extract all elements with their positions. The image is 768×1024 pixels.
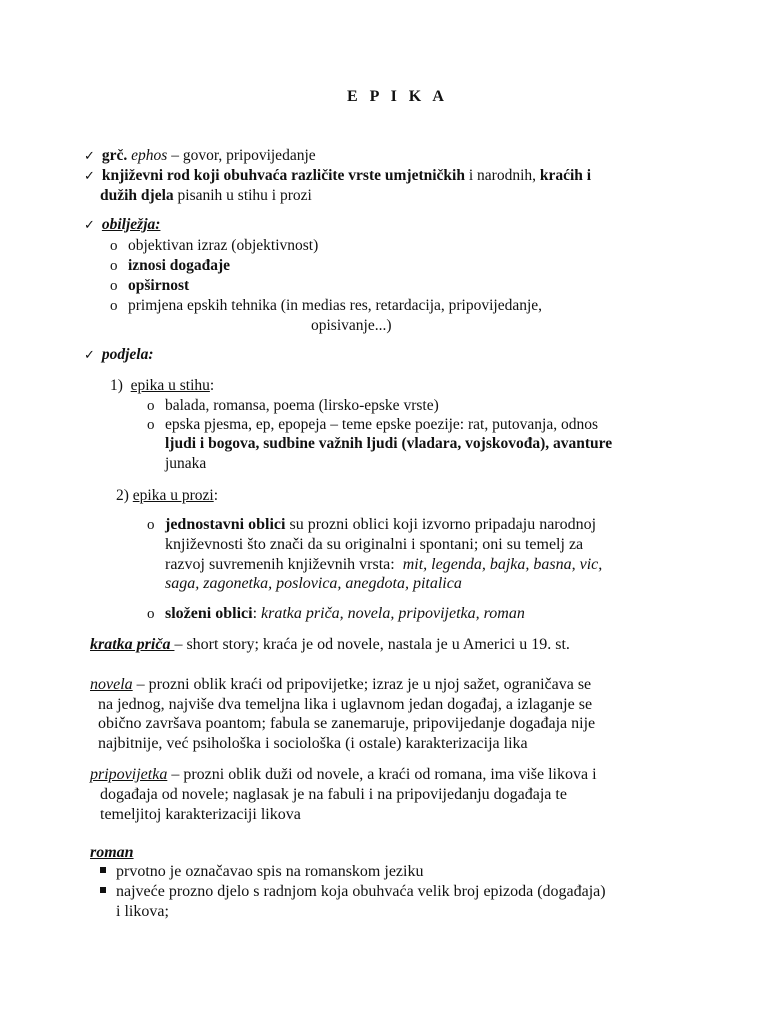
obiljezja-heading: ✓ obilježja: <box>84 215 160 236</box>
pripovijetka-definition: pripovijetka – prozni oblik duži od novele, a kraći od romana, ima više likova i <box>90 766 597 783</box>
roman-item: prvotno je označavao spis na romanskom jeziku <box>100 862 423 882</box>
novela-definition: novela – prozni oblik kraći od pripovijetke; izraz je u njoj sažet, ograničava se <box>90 676 592 693</box>
checkmark-icon: ✓ <box>84 348 95 363</box>
novela-definition-cont: najbitnije, već psihološka i sociološka (i ostale) karakterizacija lika <box>98 735 528 752</box>
pripovijetka-definition-cont: temeljitoj karakterizaciji likova <box>100 806 301 823</box>
epika-u-prozi: 2) epika u prozi: <box>116 487 219 504</box>
roman-item: najveće prozno djelo s radnjom koja obuhvaća velik broj epizoda (događaja) <box>100 882 606 902</box>
proza-item-jednostavni: o jednostavni oblici su prozni oblici koji izvorno pripadaju narodnoj <box>147 516 597 533</box>
stih-item: o balada, romansa, poema (lirsko-epske vrste) <box>147 397 439 414</box>
circle-bullet-icon: o <box>110 278 118 294</box>
circle-bullet-icon: o <box>110 238 118 254</box>
square-bullet-icon <box>100 887 106 893</box>
obiljezja-item: o opširnost <box>110 277 190 294</box>
checkmark-icon: ✓ <box>84 169 95 184</box>
circle-bullet-icon: o <box>147 398 155 414</box>
proza-item-cont: saga, zagonetka, poslovica, anegdota, pitalica <box>165 575 462 592</box>
circle-bullet-icon: o <box>147 517 155 533</box>
definition-genre: ✓ književni rod koji obuhvaća različite vrste umjetničkih i narodnih, kraćih i <box>84 166 591 187</box>
stih-item-cont: junaka <box>165 455 207 472</box>
definition-etymology: ✓ grč. ephos – govor, pripovijedanje <box>84 146 316 167</box>
proza-item-slozeni: o složeni oblici: kratka priča, novela, pripovijetka, roman <box>147 605 525 622</box>
stih-item-cont: ljudi i bogova, sudbine važnih ljudi (vladara, vojskovođa), avanture <box>165 435 613 452</box>
obiljezja-item-cont: opisivanje...) <box>311 317 392 334</box>
circle-bullet-icon: o <box>147 606 155 622</box>
novela-definition-cont: obično završava poantom; fabula se zanemaruje, pripovijedanje događaja nije <box>98 715 596 732</box>
pripovijetka-definition-cont: događaja od novele; naglasak je na fabuli i na pripovijedanju događaja te <box>100 786 567 803</box>
circle-bullet-icon: o <box>147 417 155 433</box>
obiljezja-item: o primjena epskih tehnika (in medias res, retardacija, pripovijedanje, <box>110 297 543 314</box>
definition-genre-cont: dužih djela pisanih u stihu i prozi <box>100 187 312 204</box>
kratka-prica-definition: kratka priča – short story; kraća je od novele, nastala je u Americi u 19. st. <box>90 636 570 653</box>
checkmark-icon: ✓ <box>84 218 95 233</box>
page-title: E P I K A <box>347 88 448 105</box>
stih-item: o epska pjesma, ep, epopeja – teme epske poezije: rat, putovanja, odnos <box>147 416 598 433</box>
obiljezja-item: o objektivan izraz (objektivnost) <box>110 237 319 254</box>
roman-heading: roman <box>90 844 134 861</box>
proza-item-cont: razvoj suvremenih književnih vrsta: mit, legenda, bajka, basna, vic, <box>165 556 603 573</box>
circle-bullet-icon: o <box>110 258 118 274</box>
roman-item-cont: i likova; <box>116 903 169 920</box>
obiljezja-item: o iznosi događaje <box>110 257 231 274</box>
circle-bullet-icon: o <box>110 298 118 314</box>
proza-item-cont: književnosti što znači da su originalni i spontani; oni su temelj za <box>165 536 584 553</box>
novela-definition-cont: na jednog, najviše dva temeljna lika i uglavnom jedan događaj, a izlaganje se <box>98 696 593 713</box>
checkmark-icon: ✓ <box>84 149 95 164</box>
podjela-heading: ✓ podjela: <box>84 345 154 366</box>
square-bullet-icon <box>100 867 106 873</box>
epika-u-stihu: 1) epika u stihu: <box>110 377 215 394</box>
